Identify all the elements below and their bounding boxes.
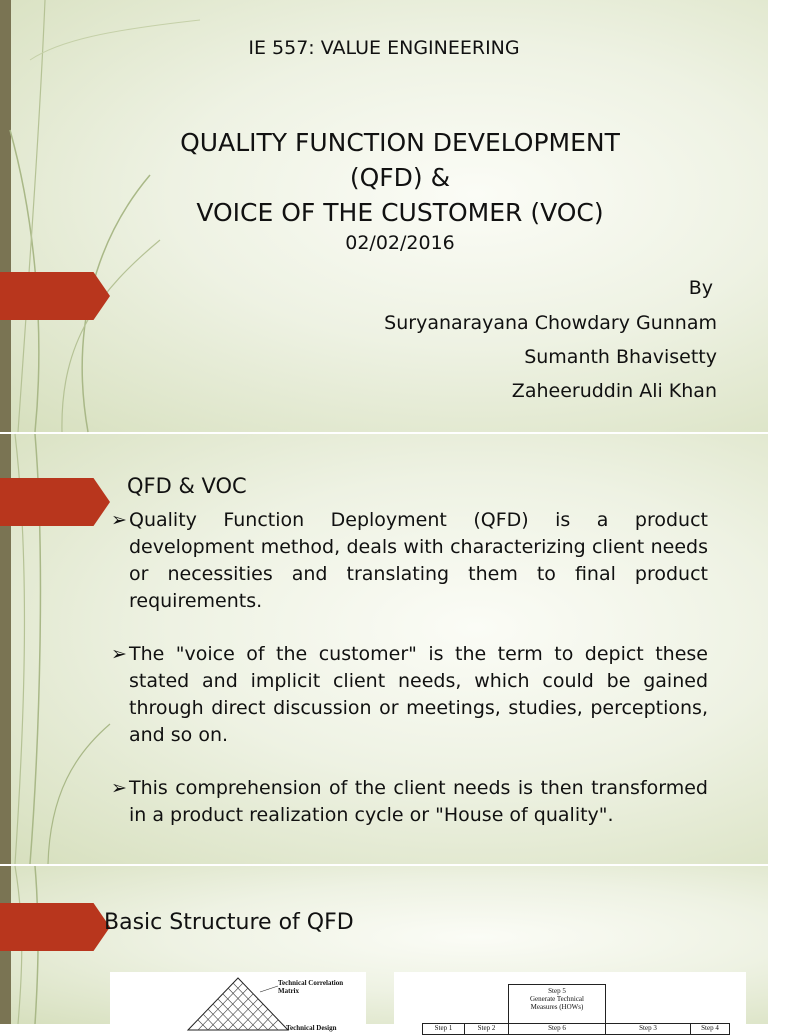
bullet-item — [111, 507, 708, 615]
bullet-text: Quality Function Deployment (QFD) is a product development method, deals with characterizing client needs or necessities and translating them to final product requirements. — [129, 509, 708, 612]
presentation-title-line-2: (QFD) & — [349, 163, 451, 192]
diagram-label: Technical Correlation — [278, 979, 344, 987]
qfd-structure-slide — [0, 866, 768, 1032]
step5-box — [508, 984, 606, 1024]
diagram-label: Technical Design — [286, 1024, 337, 1032]
qfd-steps-diagram — [394, 972, 746, 1032]
step5-text: Measures (HOWs) — [530, 1003, 584, 1011]
arrow-bullet-icon: ➢ — [111, 643, 127, 665]
author-2: Sumanth Bhavisetty — [524, 346, 717, 368]
house-of-quality-diagram — [110, 972, 366, 1032]
slide-title: QFD & VOC — [127, 474, 247, 498]
step5-title: Step 5 — [548, 987, 566, 995]
bullet-text: This comprehension of the client needs is then transformed in a product realization cycle or "House of quality". — [129, 777, 708, 826]
step4-box: Step 4 — [690, 1023, 730, 1035]
author-1: Suryanarayana Chowdary Gunnam — [384, 312, 717, 334]
step3-box: Step 3 — [605, 1023, 691, 1035]
arrow-bullet-icon: ➢ — [111, 509, 127, 531]
bullet-item — [111, 775, 708, 829]
by-label: By — [688, 277, 713, 299]
title-slide — [0, 0, 768, 432]
step2-box: Step 2 — [464, 1023, 509, 1035]
accent-tag — [0, 272, 110, 320]
bullet-list — [111, 507, 708, 855]
bullet-item — [111, 641, 708, 749]
diagram-label: Matrix — [278, 987, 299, 995]
presentation-title-line-1: QUALITY FUNCTION DEVELOPMENT — [180, 128, 620, 157]
accent-tag — [0, 903, 110, 951]
qfd-voc-slide — [0, 434, 768, 864]
accent-tag — [0, 478, 110, 526]
slide-title: Basic Structure of QFD — [104, 910, 354, 935]
presentation-date: 02/02/2016 — [345, 232, 455, 254]
bullet-text: The "voice of the customer" is the term to depict these stated and implicit client needs, which could be gained through direct discussion or meetings, studies, perceptions, and so on. — [129, 643, 708, 746]
presentation-title-line-3: VOICE OF THE CUSTOMER (VOC) — [196, 198, 604, 227]
step5-text: Generate Technical — [530, 995, 584, 1003]
author-3: Zaheeruddin Ali Khan — [511, 380, 717, 402]
step1-box: Step 1 — [422, 1023, 465, 1035]
arrow-bullet-icon: ➢ — [111, 777, 127, 799]
course-title: IE 557: VALUE ENGINEERING — [248, 37, 520, 59]
step6-box: Step 6 — [508, 1023, 606, 1035]
